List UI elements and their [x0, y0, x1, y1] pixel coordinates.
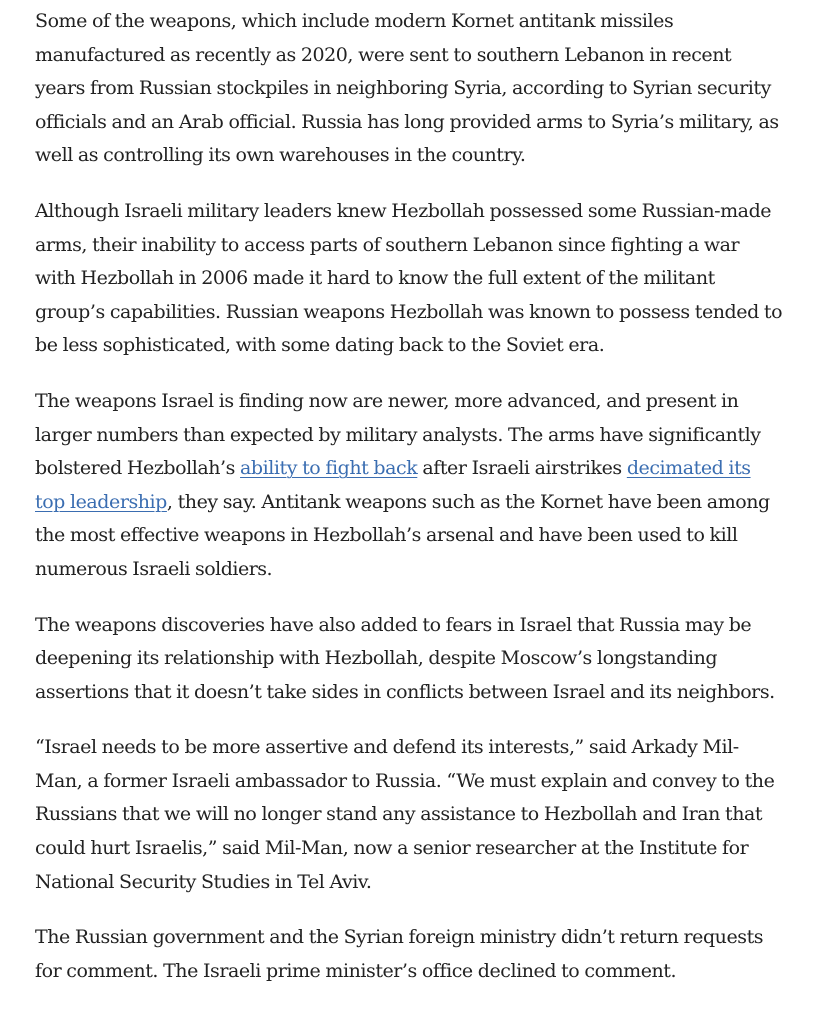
paragraph-kornet-origin — [35, 5, 825, 173]
text-line: Man, a former Israeli ambassador to Russia. “We must explain and convey to the — [35, 769, 775, 792]
text-line: larger numbers than expected by military analysts. The arms have significantly — [35, 423, 761, 446]
text-line: years from Russian stockpiles in neighboring Syria, according to Syrian security — [35, 77, 771, 100]
text-line: for comment. The Israeli prime minister’s office declined to comment. — [35, 959, 677, 982]
text-line: The weapons discoveries have also added to fears in Israel that Russia may be — [35, 613, 752, 636]
text-line: Although Israeli military leaders knew Hezbollah possessed some Russian-made — [35, 199, 772, 222]
text-line: be less sophisticated, with some dating back to the Soviet era. — [35, 334, 605, 357]
paragraph-no-comment — [35, 921, 825, 988]
text-line: with Hezbollah in 2006 made it hard to know the full extent of the militant — [35, 267, 715, 290]
text-line: “Israel needs to be more assertive and defend its interests,” said Arkady Mil- — [35, 736, 739, 759]
paragraph-mil-man-quote — [35, 731, 825, 899]
paragraph-newer-weapons — [35, 385, 825, 587]
text-segment: after Israeli airstrikes — [417, 457, 627, 480]
text-segment: , they say. Antitank weapons such as the Kornet have been among — [166, 490, 770, 513]
text-line: Russians that we will no longer stand any assistance to Hezbollah and Iran that — [35, 803, 763, 826]
text-line: National Security Studies in Tel Aviv. — [35, 870, 372, 893]
text-line: deepening its relationship with Hezbollah, despite Moscow’s longstanding — [35, 647, 718, 670]
text-line: numerous Israeli soldiers. — [35, 557, 273, 580]
text-line: well as controlling its own warehouses in the country. — [35, 144, 526, 167]
text-line: The weapons Israel is finding now are newer, more advanced, and present in — [35, 389, 739, 412]
paragraph-israeli-knowledge — [35, 195, 825, 363]
article-body — [35, 5, 825, 1010]
ability-to-fight-back-link[interactable]: ability to fight back — [240, 457, 418, 480]
paragraph-fears-russia — [35, 609, 825, 710]
text-line: assertions that it doesn’t take sides in conflicts between Israel and its neighbors. — [35, 680, 775, 703]
text-line: the most effective weapons in Hezbollah’s arsenal and have been used to kill — [35, 524, 738, 547]
text-line — [35, 452, 825, 486]
text-line: The Russian government and the Syrian foreign ministry didn’t return requests — [35, 926, 764, 949]
text-line: manufactured as recently as 2020, were sent to southern Lebanon in recent — [35, 43, 732, 66]
text-line — [35, 486, 825, 520]
text-line: could hurt Israelis,” said Mil-Man, now a senior researcher at the Institute for — [35, 837, 749, 860]
text-line: officials and an Arab official. Russia has long provided arms to Syria’s military, as — [35, 110, 779, 133]
text-line: Some of the weapons, which include modern Kornet antitank missiles — [35, 10, 674, 32]
decimated-leadership-link-continued[interactable]: top leadership — [35, 490, 167, 513]
decimated-leadership-link[interactable]: decimated its — [626, 457, 751, 480]
text-line: group’s capabilities. Russian weapons Hezbollah was known to possess tended to — [35, 300, 783, 323]
text-line: arms, their inability to access parts of southern Lebanon since fighting a war — [35, 233, 740, 256]
text-segment: bolstered Hezbollah’s — [35, 457, 241, 480]
